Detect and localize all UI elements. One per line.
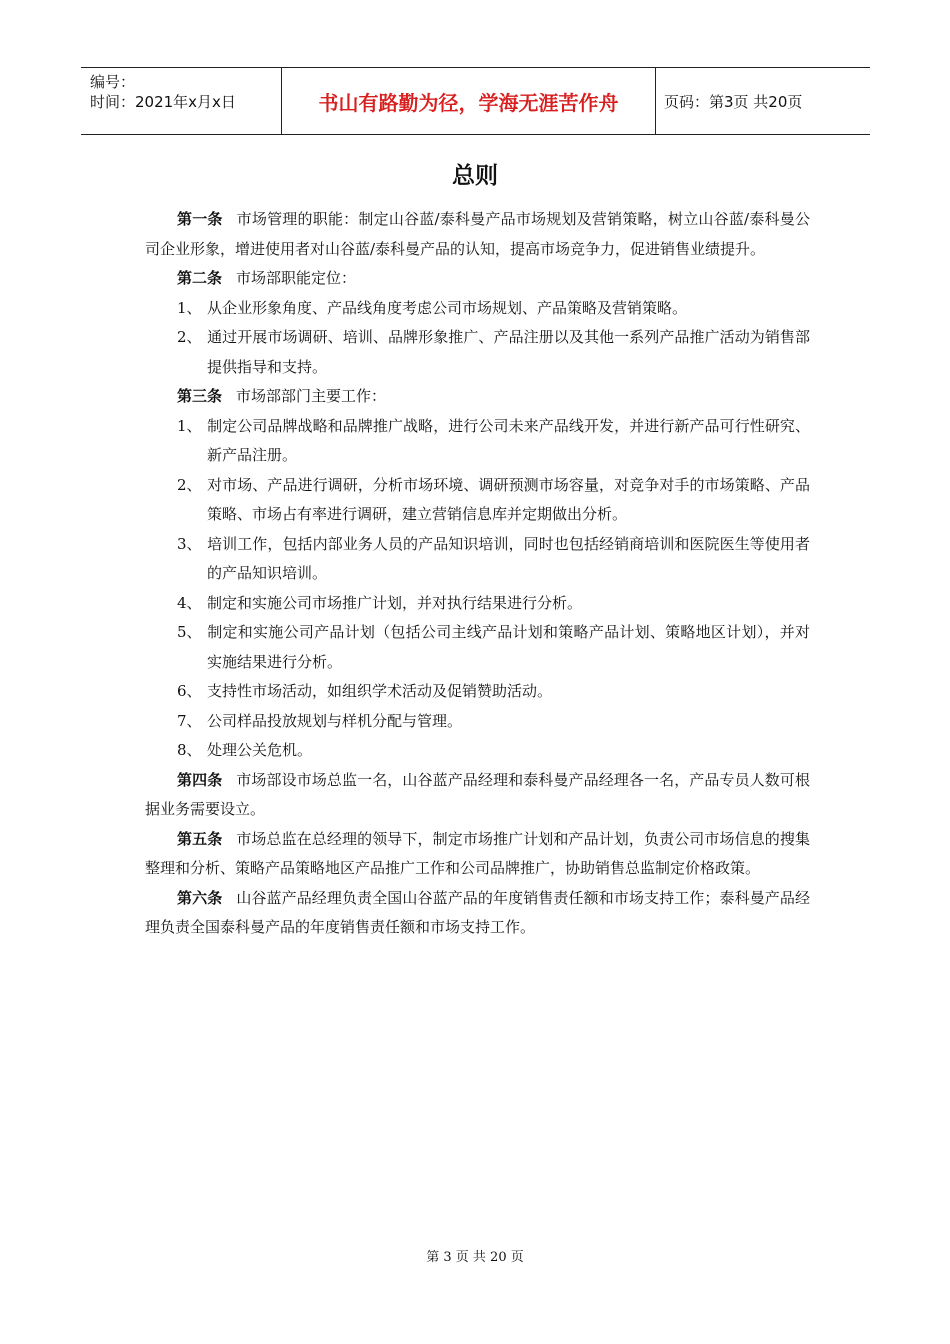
doc-number-label: 编号： <box>90 73 136 91</box>
article-label: 第四条 <box>177 770 223 789</box>
article-paragraph <box>145 884 810 943</box>
article-label: 第三条 <box>177 387 223 405</box>
article-text: 市场部设市场总监一名，山谷蓝产品经理和泰科曼产品经理各一名，产品专员人数可根据业务需要设立。 <box>145 770 810 818</box>
page-title: 总则 <box>452 163 498 189</box>
list-item-text: 从企业形象角度、产品线角度考虑公司市场规划、产品策略及营销策略。 <box>207 298 688 317</box>
article-label: 第二条 <box>177 269 223 287</box>
list-item-number: 8、 <box>177 741 202 759</box>
article-label: 第六条 <box>177 888 223 907</box>
list-item <box>145 707 810 737</box>
page-footer: 第 3 页 共 20 页 <box>426 1250 524 1265</box>
article-paragraph <box>145 205 810 264</box>
list-item-number: 3、 <box>177 534 202 553</box>
list-item-number: 1、 <box>177 298 202 317</box>
list-item <box>145 412 810 471</box>
list-item-text: 处理公关危机。 <box>207 741 313 759</box>
list-item-number: 1、 <box>177 416 202 435</box>
article-text: 市场部部门主要工作： <box>236 387 387 405</box>
list-item <box>145 736 810 766</box>
article-paragraph <box>145 382 810 412</box>
list-item-number: 6、 <box>177 682 202 700</box>
list-item-text: 制定和实施公司市场推广计划，并对执行结果进行分析。 <box>207 593 583 612</box>
list-item <box>145 589 810 619</box>
list-item-number: 4、 <box>177 593 202 612</box>
list-item <box>145 677 810 707</box>
list-item <box>145 294 810 324</box>
list-item-number: 2、 <box>177 475 202 494</box>
list-item <box>145 618 810 677</box>
page-header <box>81 67 870 135</box>
list-item-text: 对市场、产品进行调研，分析市场环境、调研预测市场容量，对竞争对手的市场策略、产品策略、市场占有率进行调研，建立营销信息库并定期做出分析。 <box>207 475 810 523</box>
header-meta <box>81 68 282 134</box>
list-item-text: 制定和实施公司产品计划（包括公司主线产品计划和策略产品计划、策略地区计划），并对实施结果进行分析。 <box>207 623 810 671</box>
article-paragraph <box>145 825 810 884</box>
article-text: 市场总监在总经理的领导下，制定市场推广计划和产品计划，负责公司市场信息的搜集整理和分析、策略产品策略地区产品推广工作和公司品牌推广，协助销售总监制定价格政策。 <box>145 829 810 877</box>
article-paragraph <box>145 766 810 825</box>
article-text: 市场管理的职能：制定山谷蓝/泰科曼产品市场规划及营销策略，树立山谷蓝/泰科曼公司企业形象，增进使用者对山谷蓝/泰科曼产品的认知，提高市场竞争力，促进销售业绩提升。 <box>145 210 810 258</box>
list-item-number: 5、 <box>177 623 202 641</box>
article-text: 市场部职能定位： <box>236 269 357 287</box>
article-label: 第五条 <box>177 829 223 848</box>
list-item-text: 培训工作，包括内部业务人员的产品知识培训，同时也包括经销商培训和医院医生等使用者的产品知识培训。 <box>207 534 810 582</box>
list-item-text: 支持性市场活动，如组织学术活动及促销赞助活动。 <box>207 682 553 700</box>
header-motto: 书山有路勤为径，学海无涯苦作舟 <box>282 68 656 134</box>
list-item-text: 通过开展市场调研、培训、品牌形象推广、产品注册以及其他一系列产品推广活动为销售部提供指导和支持。 <box>207 328 810 376</box>
list-item-number: 2、 <box>177 328 202 346</box>
list-item <box>145 530 810 589</box>
article-label: 第一条 <box>177 210 223 228</box>
list-item <box>145 323 810 382</box>
list-item <box>145 471 810 530</box>
header-page-info: 页码：第3页 共20页 <box>664 92 803 111</box>
list-item-text: 制定公司品牌战略和品牌推广战略，进行公司未来产品线开发，并进行新产品可行性研究、新产品注册。 <box>207 416 810 464</box>
list-item-text: 公司样品投放规划与样机分配与管理。 <box>207 711 463 730</box>
list-item-number: 7、 <box>177 711 202 730</box>
article-text: 山谷蓝产品经理负责全国山谷蓝产品的年度销售责任额和市场支持工作；泰科曼产品经理负责全国泰科曼产品的年度销售责任额和市场支持工作。 <box>145 888 810 936</box>
document-body <box>145 205 810 943</box>
doc-date: 时间：2021年x月x日 <box>90 93 236 111</box>
article-paragraph <box>145 264 810 294</box>
